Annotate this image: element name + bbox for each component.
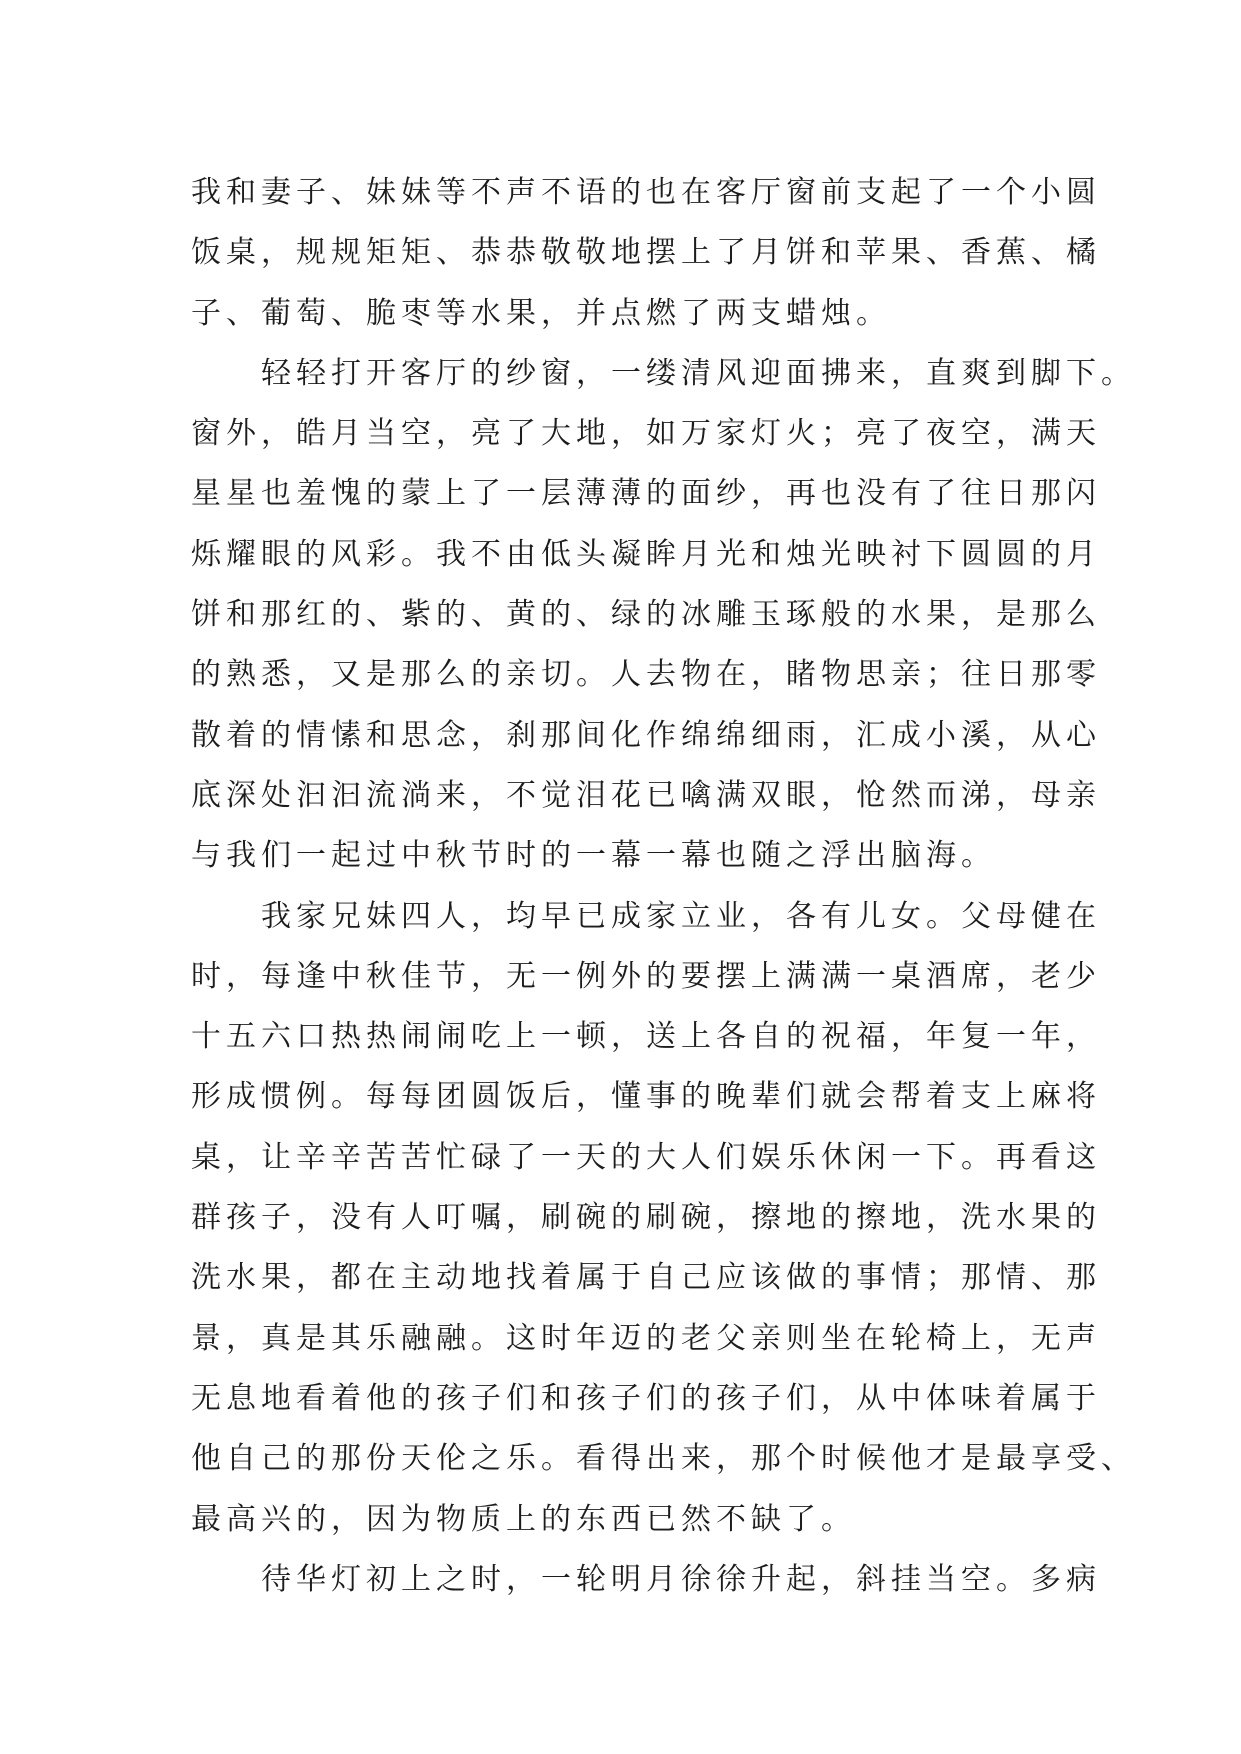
text-line: 散着的情愫和思念，刹那间化作绵绵细雨，汇成小溪，从心 bbox=[191, 717, 1101, 753]
paragraph-start-line: 轻轻打开客厅的纱窗，一缕清风迎面拂来，直爽到脚下。 bbox=[261, 355, 1136, 391]
body-text bbox=[191, 163, 1136, 1610]
text-line: 星星也羞愧的蒙上了一层薄薄的面纱，再也没有了往日那闪 bbox=[191, 476, 1101, 512]
text-line: 底深处汩汩流淌来，不觉泪花已噙满双眼，怆然而涕，母亲 bbox=[191, 777, 1101, 813]
text-line: 我和妻子、妹妹等不声不语的也在客厅窗前支起了一个小圆 bbox=[191, 175, 1101, 210]
text-line: 无息地看着他的孩子们和孩子们的孩子们，从中体味着属于 bbox=[191, 1380, 1101, 1416]
text-line: 窗外，皓月当空，亮了大地，如万家灯火；亮了夜空，满天 bbox=[191, 416, 1101, 452]
paragraph-start-line: 待华灯初上之时，一轮明月徐徐升起，斜挂当空。多病 bbox=[261, 1561, 1101, 1597]
text-line: 烁耀眼的风彩。我不由低头凝眸月光和烛光映衬下圆圆的月 bbox=[191, 536, 1101, 572]
text-line: 时，每逢中秋佳节，无一例外的要摆上满满一桌酒席，老少 bbox=[191, 958, 1101, 994]
text-line: 景，真是其乐融融。这时年迈的老父亲则坐在轮椅上，无声 bbox=[191, 1320, 1101, 1356]
text-line: 饼和那红的、紫的、黄的、绿的冰雕玉琢般的水果，是那么 bbox=[191, 597, 1101, 633]
text-line: 最高兴的，因为物质上的东西已然不缺了。 bbox=[191, 1501, 856, 1537]
text-line: 形成惯例。每每团圆饭后，懂事的晚辈们就会帮着支上麻将 bbox=[191, 1079, 1101, 1115]
text-line: 群孩子，没有人叮嘱，刷碗的刷碗，擦地的擦地，洗水果的 bbox=[191, 1200, 1101, 1236]
text-line: 饭桌，规规矩矩、恭恭敬敬地摆上了月饼和苹果、香蕉、橘 bbox=[191, 235, 1101, 271]
text-line: 桌，让辛辛苦苦忙碌了一天的大人们娱乐休闲一下。再看这 bbox=[191, 1139, 1101, 1175]
text-line: 他自己的那份天伦之乐。看得出来，那个时候他才是最享受、 bbox=[191, 1441, 1136, 1477]
text-line: 洗水果，都在主动地找着属于自己应该做的事情；那情、那 bbox=[191, 1260, 1101, 1296]
text-line: 的熟悉，又是那么的亲切。人去物在，睹物思亲；往日那零 bbox=[191, 657, 1101, 693]
text-line: 子、葡萄、脆枣等水果，并点燃了两支蜡烛。 bbox=[191, 295, 891, 331]
text-line: 与我们一起过中秋节时的一幕一幕也随之浮出脑海。 bbox=[191, 838, 996, 874]
text-line: 十五六口热热闹闹吃上一顿，送上各自的祝福，年复一年， bbox=[191, 1019, 1101, 1055]
paragraph-start-line: 我家兄妹四人，均早已成家立业，各有儿女。父母健在 bbox=[261, 898, 1101, 934]
